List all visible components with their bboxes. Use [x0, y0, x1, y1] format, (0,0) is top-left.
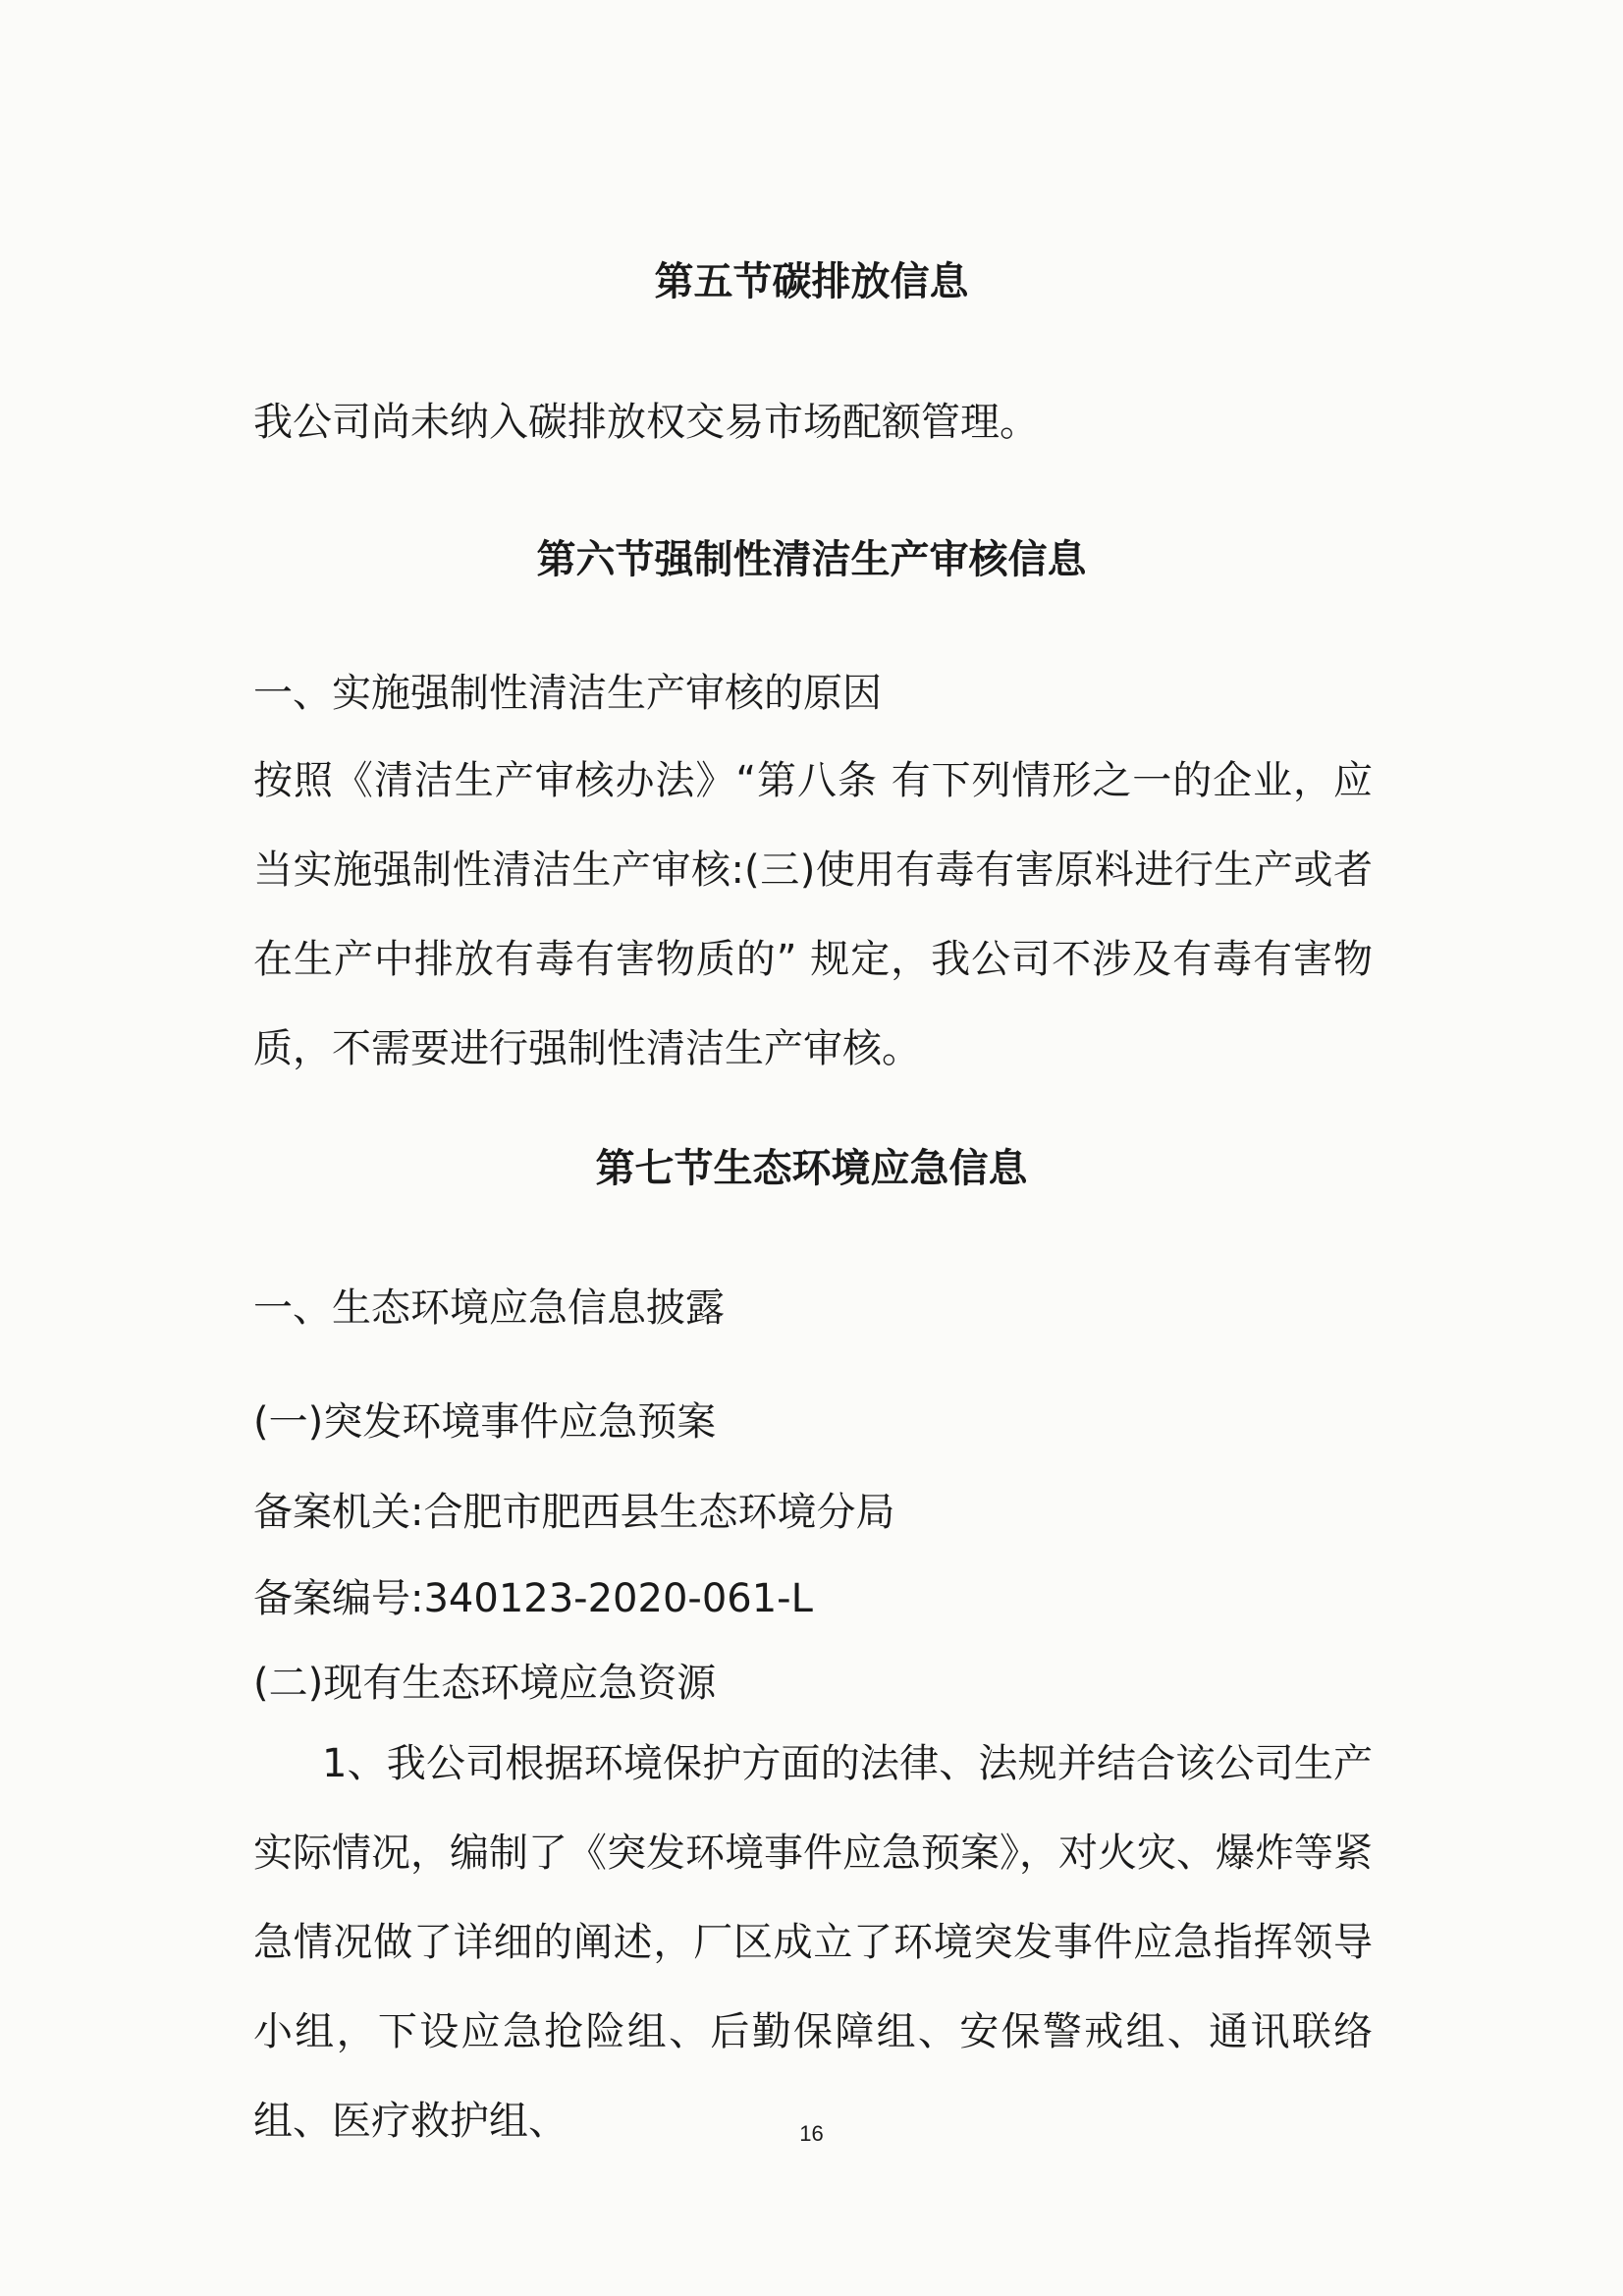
section7-filing-authority: 备案机关:合肥市肥西县生态环境分局: [253, 1490, 895, 1535]
section7-filing-number: 备案编号:340123-2020-061-L: [253, 1576, 813, 1621]
section5-body: 我公司尚未纳入碳排放权交易市场配额管理。: [253, 400, 1039, 445]
section7-body: 1、我公司根据环境保护方面的法律、法规并结合该公司生产实际情况，编制了《突发环境事件应急预案》，对火灾、爆炸等紧急情况做了详细的阐述，厂区成立了环境突发事件应急指挥领导小组，下设应急抢险组、后勤保障组、安保警戒组、通讯联络组、医疗救护组、: [253, 1741, 1373, 2144]
section6-title: 第六节强制性清洁生产审核信息: [536, 537, 1087, 582]
section5-title: 第五节碳排放信息: [654, 259, 969, 304]
section6-body: 按照《清洁生产审核办法》“第八条 有下列情形之一的企业，应当实施强制性清洁生产审核:(三)使用有毒有害原料进行生产或者在生产中排放有毒有害物质的” 规定，我公司不涉及有毒有害物质，不需要进行强制性清洁生产审核。: [253, 758, 1373, 1071]
section7-item2: (二)现有生态环境应急资源: [253, 1661, 717, 1706]
section7-item1: (一)突发环境事件应急预案: [253, 1399, 717, 1445]
section7-subheading: 一、生态环境应急信息披露: [253, 1285, 725, 1331]
page-number: 16: [799, 2121, 824, 2146]
section6-subheading: 一、实施强制性清洁生产审核的原因: [253, 671, 882, 716]
section7-title: 第七节生态环境应急信息: [595, 1146, 1028, 1191]
